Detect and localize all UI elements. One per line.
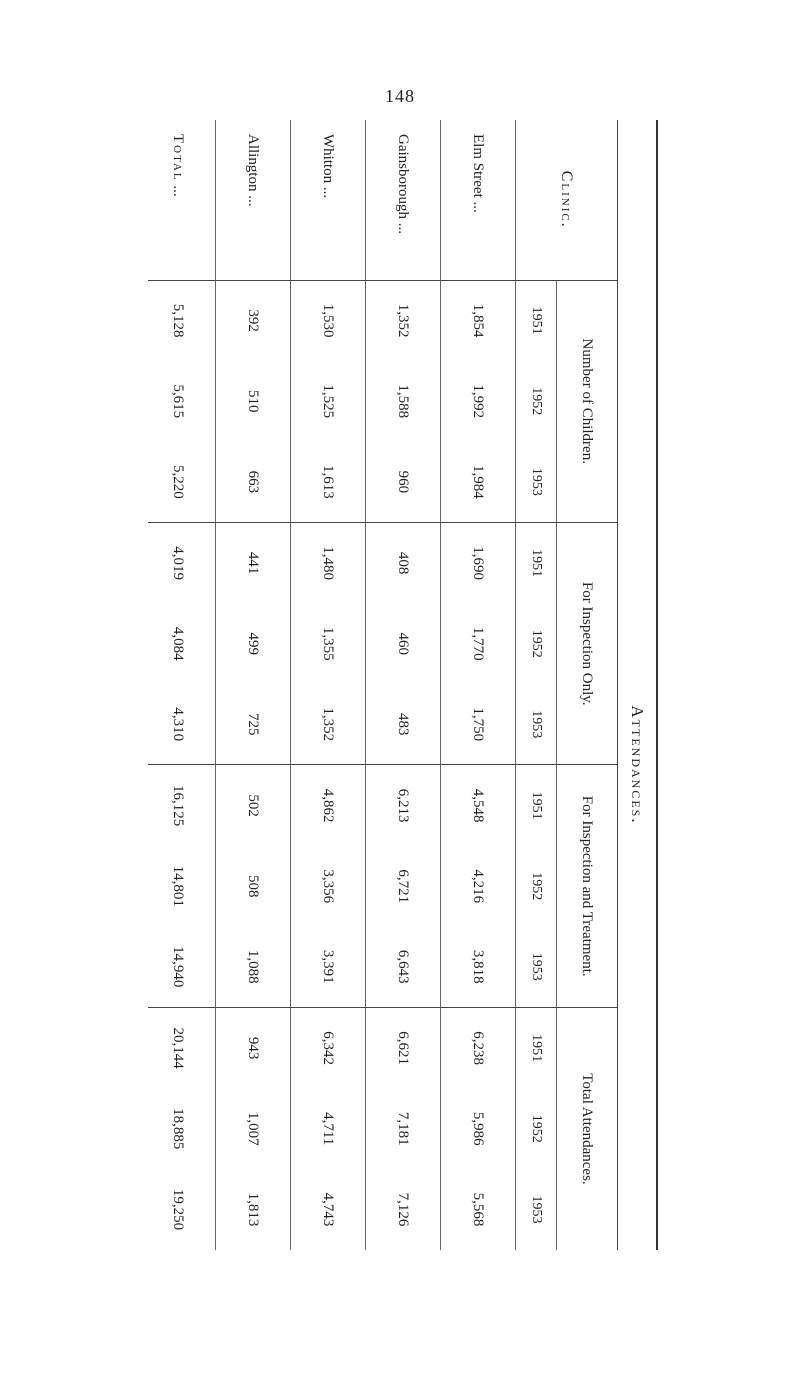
cell-inspection-only-1953: 1,750 xyxy=(441,684,516,765)
cell-inspection-only-1951: 4,019 xyxy=(148,522,216,603)
page-number: 148 xyxy=(385,86,415,106)
cell-total-1953: 7,126 xyxy=(366,1169,441,1250)
cell-inspection-only-1953: 725 xyxy=(216,684,291,765)
clinic-name: Whitton ... xyxy=(291,120,366,280)
cell-children-1952: 1,588 xyxy=(366,361,441,442)
year-header: 1951 xyxy=(516,765,557,846)
cell-inspection-treatment-1952: 3,356 xyxy=(291,846,366,927)
cell-children-1953: 1,984 xyxy=(441,442,516,523)
year-header: 1953 xyxy=(516,1169,557,1250)
cell-inspection-only-1953: 1,352 xyxy=(291,684,366,765)
cell-inspection-treatment-1953: 3,391 xyxy=(291,927,366,1008)
cell-inspection-treatment-1951: 16,125 xyxy=(148,765,216,846)
cell-children-1951: 5,128 xyxy=(148,280,216,361)
group-header-inspection-only: For Inspection Only. xyxy=(557,522,618,764)
rotated-table-container xyxy=(148,120,658,1250)
cell-inspection-only-1951: 1,690 xyxy=(441,522,516,603)
year-header: 1951 xyxy=(516,1007,557,1088)
cell-inspection-only-1952: 4,084 xyxy=(148,603,216,684)
cell-children-1952: 510 xyxy=(216,361,291,442)
cell-children-1953: 960 xyxy=(366,442,441,523)
cell-children-1952: 1,992 xyxy=(441,361,516,442)
cell-inspection-treatment-1951: 502 xyxy=(216,765,291,846)
clinic-name xyxy=(366,120,441,280)
cell-total-1952: 1,007 xyxy=(216,1088,291,1169)
cell-total-1951: 6,238 xyxy=(441,1007,516,1088)
table-row xyxy=(291,120,366,1250)
table-row-total xyxy=(148,120,216,1250)
cell-total-1951: 943 xyxy=(216,1007,291,1088)
cell-inspection-treatment-1953: 1,088 xyxy=(216,927,291,1008)
group-header-children: Number of Children. xyxy=(557,280,618,522)
cell-total-1951: 6,342 xyxy=(291,1007,366,1088)
group-header-row xyxy=(557,120,618,1250)
cell-inspection-treatment-1952: 6,721 xyxy=(366,846,441,927)
leader-dots: ... xyxy=(395,222,412,234)
table-row xyxy=(216,120,291,1250)
cell-inspection-only-1952: 460 xyxy=(366,603,441,684)
leader-dots: ... xyxy=(170,185,187,197)
year-header: 1953 xyxy=(516,927,557,1008)
year-header: 1952 xyxy=(516,603,557,684)
table-row xyxy=(441,120,516,1250)
cell-children-1951: 1,854 xyxy=(441,280,516,361)
cell-inspection-only-1952: 1,770 xyxy=(441,603,516,684)
cell-inspection-treatment-1951: 6,213 xyxy=(366,765,441,846)
cell-inspection-only-1953: 4,310 xyxy=(148,684,216,765)
table-row xyxy=(366,120,441,1250)
year-header: 1953 xyxy=(516,442,557,523)
cell-total-1952: 5,986 xyxy=(441,1088,516,1169)
cell-children-1951: 392 xyxy=(216,280,291,361)
group-header-total: Total Attendances. xyxy=(557,1007,618,1250)
clinic-name-text: Gainsborough xyxy=(395,134,412,219)
year-header: 1952 xyxy=(516,1088,557,1169)
year-header-row xyxy=(516,120,557,1250)
cell-inspection-treatment-1952: 4,216 xyxy=(441,846,516,927)
cell-total-1953: 19,250 xyxy=(148,1169,216,1250)
cell-children-1951: 1,530 xyxy=(291,280,366,361)
title-row xyxy=(618,120,658,1250)
clinic-name: Allington ... xyxy=(216,120,291,280)
cell-total-1951: 6,621 xyxy=(366,1007,441,1088)
cell-inspection-only-1951: 408 xyxy=(366,522,441,603)
year-header: 1952 xyxy=(516,846,557,927)
cell-total-1952: 18,885 xyxy=(148,1088,216,1169)
group-header-inspection-treatment: For Inspection and Treatment. xyxy=(557,765,618,1007)
cell-children-1953: 1,613 xyxy=(291,442,366,523)
cell-inspection-treatment-1953: 3,818 xyxy=(441,927,516,1008)
title-blank-cell xyxy=(618,120,658,280)
year-header: 1951 xyxy=(516,280,557,361)
cell-inspection-only-1951: 441 xyxy=(216,522,291,603)
cell-children-1953: 663 xyxy=(216,442,291,523)
cell-inspection-treatment-1952: 508 xyxy=(216,846,291,927)
cell-total-1951: 20,144 xyxy=(148,1007,216,1088)
attendances-table xyxy=(148,120,658,1250)
year-header: 1951 xyxy=(516,522,557,603)
cell-inspection-only-1953: 483 xyxy=(366,684,441,765)
clinic-column-header: Clinic. xyxy=(558,170,575,229)
cell-total-1952: 4,711 xyxy=(291,1088,366,1169)
cell-children-1951: 1,352 xyxy=(366,280,441,361)
clinic-name xyxy=(148,120,216,280)
cell-total-1952: 7,181 xyxy=(366,1088,441,1169)
cell-children-1952: 5,615 xyxy=(148,361,216,442)
cell-inspection-treatment-1953: 14,940 xyxy=(148,927,216,1008)
cell-inspection-treatment-1951: 4,548 xyxy=(441,765,516,846)
cell-inspection-treatment-1953: 6,643 xyxy=(366,927,441,1008)
cell-inspection-only-1952: 499 xyxy=(216,603,291,684)
year-header: 1952 xyxy=(516,361,557,442)
clinic-name: Elm Street ... xyxy=(441,120,516,280)
table-title: Attendances. xyxy=(618,280,658,1250)
cell-children-1953: 5,220 xyxy=(148,442,216,523)
cell-inspection-only-1951: 1,480 xyxy=(291,522,366,603)
cell-inspection-treatment-1952: 14,801 xyxy=(148,846,216,927)
year-header: 1953 xyxy=(516,684,557,765)
cell-inspection-treatment-1951: 4,862 xyxy=(291,765,366,846)
cell-total-1953: 1,813 xyxy=(216,1169,291,1250)
cell-total-1953: 4,743 xyxy=(291,1169,366,1250)
total-label: Total xyxy=(170,134,187,182)
cell-total-1953: 5,568 xyxy=(441,1169,516,1250)
table-frame xyxy=(148,120,658,1250)
cell-children-1952: 1,525 xyxy=(291,361,366,442)
cell-inspection-only-1952: 1,355 xyxy=(291,603,366,684)
